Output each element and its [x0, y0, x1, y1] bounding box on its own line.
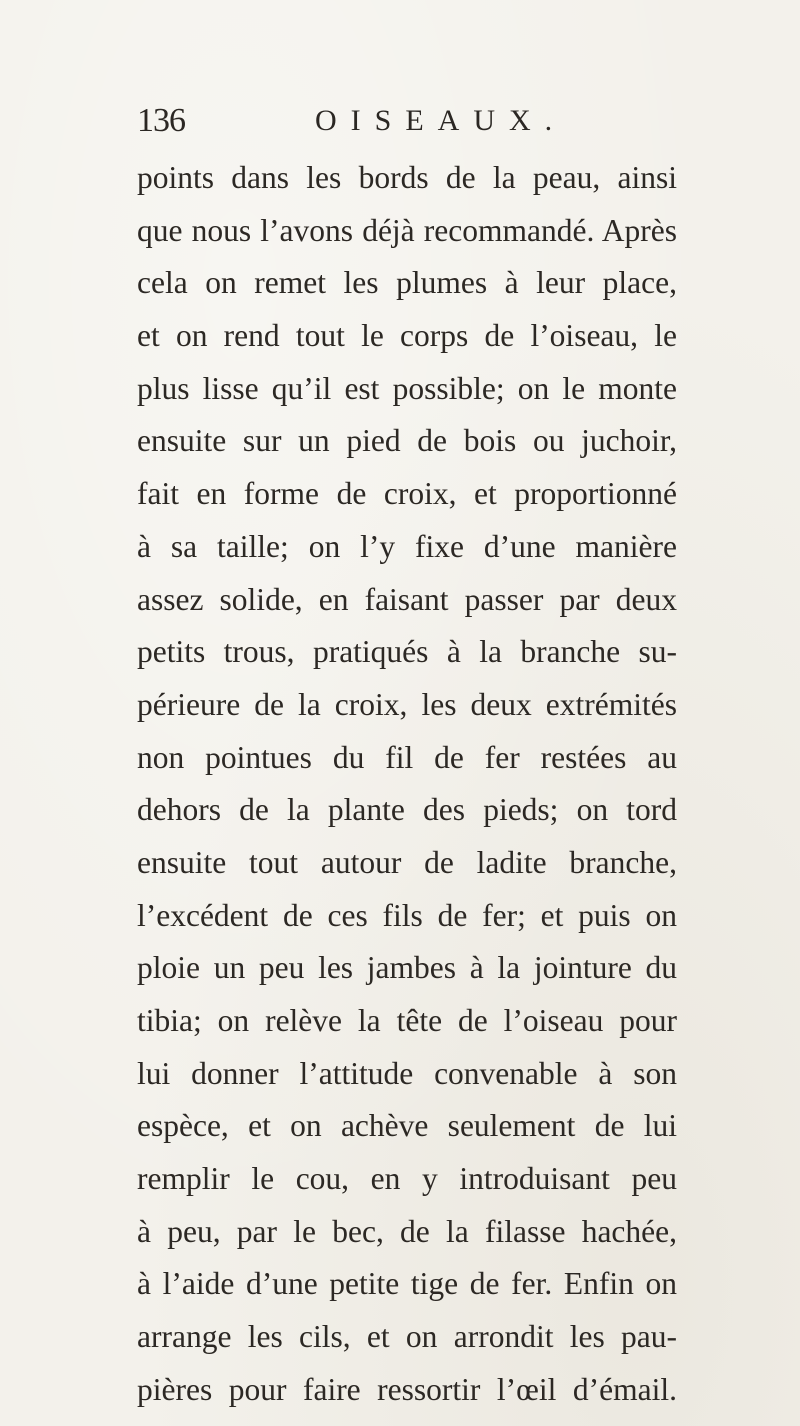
- text-line: l’excédent de ces fils de fer; et puis on: [137, 897, 677, 933]
- text-line: pières pour faire ressortir l’œil d’émail.: [137, 1371, 677, 1407]
- text-line: lui donner l’attitude convenable à son: [137, 1055, 677, 1091]
- text-line: plus lisse qu’il est possible; on le monte: [137, 370, 677, 406]
- text-line: dehors de la plante des pieds; on tord: [137, 792, 677, 828]
- text-line: petits trous, pratiqués à la branche su-: [137, 634, 677, 670]
- body-text: [137, 152, 677, 1417]
- text-line: ensuite sur un pied de bois ou juchoir,: [137, 423, 677, 459]
- text-line: non pointues du fil de fer restées au: [137, 739, 677, 775]
- text-line: espèce, et on achève seulement de lui: [137, 1108, 677, 1144]
- text-line: remplir le cou, en y introduisant peu: [137, 1161, 677, 1197]
- text-line: points dans les bords de la peau, ainsi: [137, 160, 677, 195]
- text-line: que nous l’avons déjà recommandé. Après: [137, 212, 677, 248]
- running-head: [137, 100, 677, 150]
- text-line: ensuite tout autour de ladite branche,: [137, 844, 677, 880]
- text-line: et on rend tout le corps de l’oiseau, le: [137, 318, 677, 354]
- text-line: à l’aide d’une petite tige de fer. Enfin on: [137, 1266, 677, 1302]
- text-line: arrange les cils, et on arrondit les pau-: [137, 1319, 677, 1355]
- text-line: ploie un peu les jambes à la jointure du: [137, 950, 677, 986]
- text-line: à peu, par le bec, de la filasse hachée,: [137, 1213, 677, 1249]
- text-line: cela on remet les plumes à leur place,: [137, 265, 677, 301]
- text-line: à sa taille; on l’y fixe d’une manière: [137, 528, 677, 564]
- text-line: périeure de la croix, les deux extrémités: [137, 686, 677, 722]
- text-line: fait en forme de croix, et proportionné: [137, 476, 677, 512]
- running-title: OISEAUX.: [315, 104, 567, 137]
- text-line: assez solide, en faisant passer par deux: [137, 581, 677, 617]
- text-line: tibia; on relève la tête de l’oiseau pour: [137, 1003, 677, 1038]
- page-number: 136: [137, 102, 185, 139]
